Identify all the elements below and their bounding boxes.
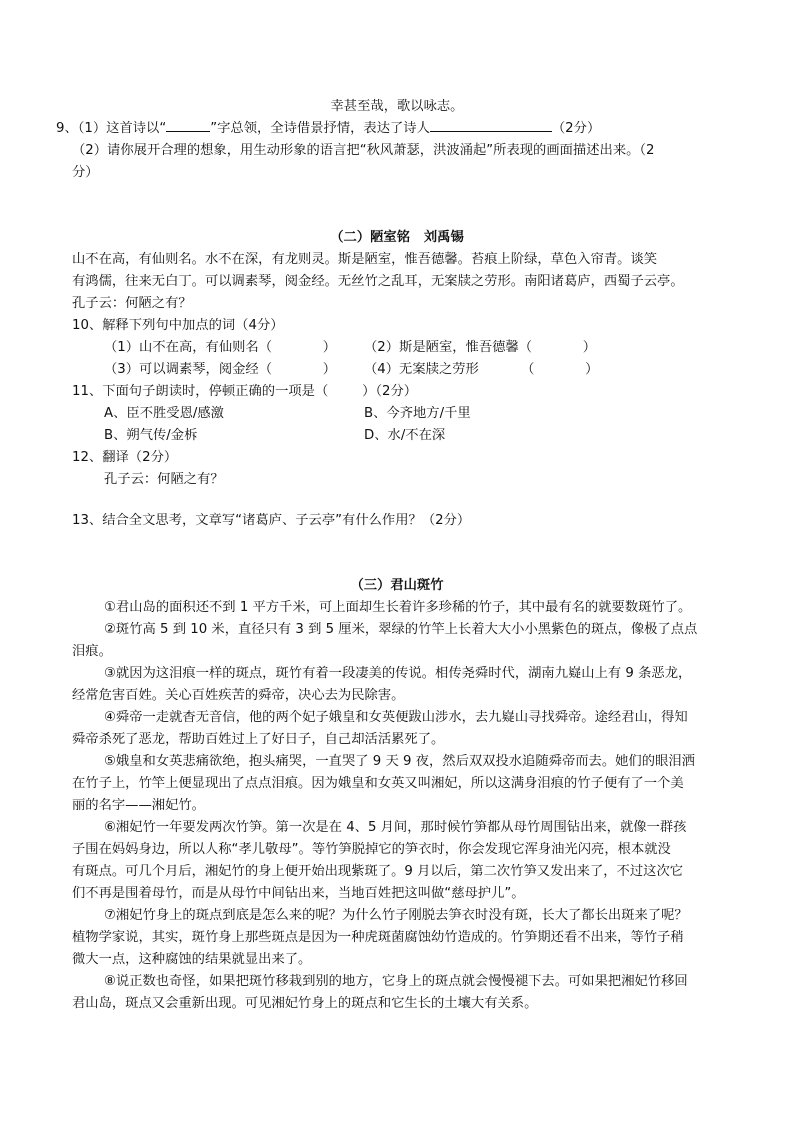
question-12-stem: 12、翻译（2分） xyxy=(72,450,178,465)
passage-line: ④舜帝一走就杳无音信，他的两个妃子娥皇和女英便跋山涉水，去九嶷山寻找舜帝。途经君山，得知 xyxy=(104,710,688,725)
passage-line: ⑤娥皇和女英悲痛欲绝，抱头痛哭，一直哭了 9 天 9 夜，然后双双投水追随舜帝而去。她们的眼泪洒 xyxy=(104,754,695,769)
q10-item-2: （2）斯是陋室，惟吾德馨（ ） xyxy=(364,340,597,355)
passage-line: 们不再是围着母竹，而是从母竹中间钻出来，当地百姓把这叫做“慈母护儿”。 xyxy=(72,886,525,901)
passage-line: 有斑点。可几个月后，湘妃竹的身上便开始出现紫斑了。9 月以后，第二次竹笋又发出来了，不过这次它 xyxy=(72,864,684,879)
q9-score: （2分） xyxy=(551,121,601,136)
q9-blank-1[interactable] xyxy=(166,117,210,132)
section-3-title: （三）君山斑竹 xyxy=(350,578,444,593)
passage-line: 微大一点，这种腐蚀的结果就显出来了。 xyxy=(72,952,312,967)
q11-option-a[interactable]: A、臣不胜受恩/感激 xyxy=(104,406,224,421)
passage-line: ⑥湘妃竹一年要发两次竹笋。第一次是在 4、5 月间，那时候竹笋都从母竹周围钻出来，就像一群孩 xyxy=(104,820,687,835)
passage-line: 在竹子上，竹竿上便显现出了点点泪痕。因为娥皇和女英又叫湘妃，所以这满身泪痕的竹子便有了一个美 xyxy=(72,776,684,791)
passage-line: ①君山岛的面积还不到 1 平方千米，可上面却生长着许多珍稀的竹子，其中最有名的就要数斑竹了。 xyxy=(104,600,692,615)
passage-line: ③就因为这泪痕一样的斑点，斑竹有着一段凄美的传说。相传尧舜时代，湖南九嶷山上有 9 条恶龙， xyxy=(104,666,692,681)
passage-line: 舜帝杀死了恶龙，帮助百姓过上了好日子，自己却活活累死了。 xyxy=(72,732,445,747)
passage-line: 泪痕。 xyxy=(72,644,112,659)
passage-line: 山不在高，有仙则名。水不在深，有龙则灵。斯是陋室，惟吾德馨。苔痕上阶绿，草色入帘青。谈笑 xyxy=(72,252,658,267)
q12-sentence: 孔子云：何陋之有？ xyxy=(104,472,224,487)
question-9-part-2: （2）请你展开合理的想象，用生动形象的语言把“秋风萧瑟，洪波涌起”所表现的画面描述出来。（2 xyxy=(72,143,655,158)
passage-line: ⑦湘妃竹身上的斑点到底是怎么来的呢？为什么竹子刚脱去笋衣时没有斑，长大了都长出斑来了呢？ xyxy=(104,908,688,923)
passage-line: ②斑竹高 5 到 10 米，直径只有 3 到 5 厘米，翠绿的竹竿上长着大大小小黑紫色的斑点，像极了点点 xyxy=(104,622,698,637)
question-9-part-1 xyxy=(56,117,600,140)
section-2-title: （二）陋室铭 刘禹锡 xyxy=(330,230,464,245)
q9-blank-2[interactable] xyxy=(430,117,552,132)
passage-line: ⑧说正数也奇怪，如果把斑竹移栽到别的地方，它身上的斑点就会慢慢褪下去。可如果把湘妃竹移回 xyxy=(104,974,688,989)
q10-item-1: （1）山不在高，有仙则名（ ） xyxy=(104,340,337,355)
passage-line: 子围在妈妈身边，所以人称“孝儿敬母”。等竹笋脱掉它的笋衣时，你会发现它浑身油光闪亮，根本就没 xyxy=(72,842,671,857)
passage-line: 丽的名字——湘妃竹。 xyxy=(72,798,205,813)
passage-line: 有鸿儒，往来无白丁。可以调素琴，阅金经。无丝竹之乱耳，无案牍之劳形。南阳诸葛庐，西蜀子云亭。 xyxy=(72,274,684,289)
q10-item-3: （3）可以调素琴，阅金经（ ） xyxy=(104,362,337,377)
question-13-stem: 13、结合全文思考，文章写“诸葛庐、子云亭”有什么作用？（2分） xyxy=(72,513,471,528)
q9-prefix: 9、（1）这首诗以“ xyxy=(56,121,167,136)
passage-line: 植物学家说，其实，斑竹身上那些斑点是因为一种虎斑菌腐蚀幼竹造成的。竹笋期还看不出来，等竹子稍 xyxy=(72,930,684,945)
q11-option-d[interactable]: D、水/不在深 xyxy=(364,428,446,443)
question-10-stem: 10、解释下列句中加点的词（4分） xyxy=(72,318,284,333)
passage-line: 孔子云：何陋之有？ xyxy=(72,296,192,311)
q11-option-b[interactable]: B、今齐地方/千里 xyxy=(364,406,471,421)
q11-option-c[interactable]: B、朔气传/金柝 xyxy=(104,428,198,443)
question-11-stem: 11、下面句子朗读时，停顿正确的一项是（ ）（2分） xyxy=(72,384,418,399)
q10-item-4: （4）无案牍之劳形 （ ） xyxy=(364,362,599,377)
q9-middle: ”字总领，全诗借景抒情，表达了诗人 xyxy=(210,121,430,136)
question-9-part-2-cont: 分） xyxy=(72,165,99,180)
passage-line: 经常危害百姓。关心百姓疾苦的舜帝，决心去为民除害。 xyxy=(72,688,405,703)
poem-last-line: 幸甚至哉，歌以咏志。 xyxy=(330,99,464,114)
passage-line: 君山岛，斑点又会重新出现。可见湘妃竹身上的斑点和它生长的土壤大有关系。 xyxy=(72,996,538,1011)
